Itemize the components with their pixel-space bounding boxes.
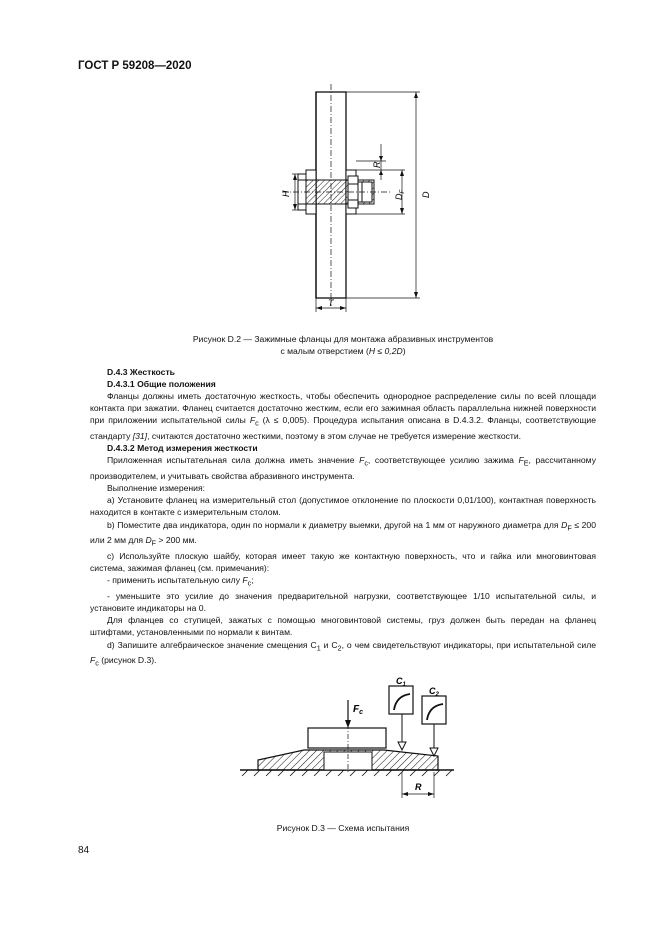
figure-d3-test-scheme — [232, 672, 462, 808]
figure-d3-caption: Рисунок D.3 — Схема испытания — [276, 823, 410, 833]
heading-d43: D.4.3 Жесткость — [107, 367, 175, 377]
figure-d2-caption — [90, 333, 596, 357]
label-R-fig3: R — [415, 782, 422, 792]
figure-d2-caption-line1: Рисунок D.2 — Зажимные фланцы для монтажа абразивных инструментов — [192, 334, 494, 344]
label-C2: $C_2$ — [429, 686, 439, 698]
figure-d2-caption-line2: с малым отверстием (H ≤ 0,2D) — [280, 346, 406, 356]
heading-d431: D.4.3.1 Общие положения — [107, 379, 216, 390]
document-header: ГОСТ Р 59208—2020 — [78, 60, 192, 72]
section-d43-body — [90, 366, 596, 670]
label-Fc: $F_c$ — [353, 704, 364, 716]
label-T: T — [328, 298, 334, 308]
label-R: R — [372, 161, 382, 168]
step-c: c) Используйте плоскую шайбу, которая имеет такую же контактную поверхность, что и гайка или многовинтовая система, зажимая фланец (см. примечания): — [90, 551, 596, 574]
paragraph-procedure-intro: Выполнение измерения: — [107, 483, 205, 494]
step-b: b) Поместите два индикатора, один по нормали к диаметру выемки, другой на 1 мм от наружного диаметра для $D_F \le 200$ или 2 мм для $D_F > 200$ мм. — [90, 519, 596, 549]
paragraph-test-force: Приложенная испытательная сила должна иметь значение $F_c$, соответствующее усилию зажима $F_E$, рассчитанному производителем, и учитывать свойства абразивного инструмента. — [90, 455, 596, 482]
step-a: a) Установите фланец на измерительный стол (допустимое отклонение по плоскости 0,01/100), контактная поверхность находится в контакте с измерительным столом. — [90, 495, 596, 518]
paragraph-rigidity: Фланцы должны иметь достаточную жесткость, чтобы обеспечить однородное распределение силы по всей площади контакта при зажатии. Фланец считается достаточно жестким, если его зажимная область параллельна нижней поверхности при приложении испытательной силы $F_c$ (λ ≤ 0,005). Процедура испытания описана в D.4.3.2. Фланцы, соответствующие стандарту [31], считаются достаточно жесткими, поэтому в этом случае не требуется измерение жесткости. — [90, 391, 597, 442]
label-C1: $C_1$ — [396, 676, 406, 688]
step-d: d) Запишите алгебраическое значение смещения $C_1$ и $C_2$, о чем свидетельствуют индикаторы, при испытательной силе $F_c$ (рисунок D.3). — [90, 639, 596, 669]
step-c-item2: - уменьшите это усилие до значения предварительной нагрузки, соответствующее 1/10 испытательной силы, и установите индикаторы на 0. — [90, 591, 596, 614]
label-H: H — [281, 190, 291, 197]
page-number: 84 — [78, 845, 90, 856]
step-c-item1: - применить испытательную силу $F_c$; — [107, 575, 254, 589]
heading-d432: D.4.3.2 Метод измерения жесткости — [107, 443, 258, 454]
figure-d2-flange-drawing — [262, 84, 442, 316]
label-DF: $D_F$ — [394, 189, 406, 200]
label-D: D — [421, 191, 431, 198]
step-c-note: Для фланцев со ступицей, зажатых с помощью многовинтовой системы, груз должен быть передан на фланец штифтами, установленными по нормали к винтам. — [90, 615, 596, 638]
